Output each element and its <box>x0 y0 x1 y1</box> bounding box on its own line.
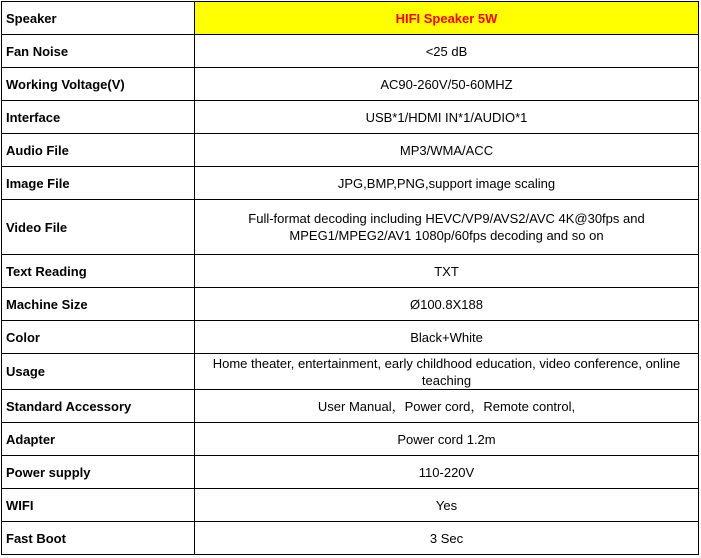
table-row <box>2 423 699 456</box>
row-value-working-voltage: AC90-260V/50-60MHZ <box>195 68 699 101</box>
table-row <box>2 255 699 288</box>
row-value-color: Black+White <box>195 321 699 354</box>
table-row <box>2 167 699 200</box>
row-label-fan-noise: Fan Noise <box>2 35 195 68</box>
row-label-working-voltage: Working Voltage(V) <box>2 68 195 101</box>
table-row <box>2 354 699 390</box>
table-row <box>2 489 699 522</box>
table-row <box>2 101 699 134</box>
row-value-fast-boot: 3 Sec <box>195 522 699 555</box>
row-label-video-file: Video File <box>2 200 195 255</box>
row-label-image-file: Image File <box>2 167 195 200</box>
row-label-interface: Interface <box>2 101 195 134</box>
row-label-power-supply: Power supply <box>2 456 195 489</box>
table-row <box>2 68 699 101</box>
row-value-text-reading: TXT <box>195 255 699 288</box>
row-value-video-file: Full-format decoding including HEVC/VP9/AVS2/AVC 4K@30fps and MPEG1/MPEG2/AV1 1080p/60fps decoding and so on <box>195 200 699 255</box>
row-value-audio-file: MP3/WMA/ACC <box>195 134 699 167</box>
table-row <box>2 134 699 167</box>
row-label-color: Color <box>2 321 195 354</box>
table-row <box>2 35 699 68</box>
row-value-speaker: HIFI Speaker 5W <box>195 2 699 35</box>
row-label-text-reading: Text Reading <box>2 255 195 288</box>
table-row <box>2 390 699 423</box>
table-row <box>2 2 699 35</box>
row-label-speaker: Speaker <box>2 2 195 35</box>
row-value-machine-size: Ø100.8X188 <box>195 288 699 321</box>
row-value-standard-accessory: User Manual，Power cord，Remote control, <box>195 390 699 423</box>
table-row <box>2 522 699 555</box>
row-value-wifi: Yes <box>195 489 699 522</box>
row-label-wifi: WIFI <box>2 489 195 522</box>
row-value-adapter: Power cord 1.2m <box>195 423 699 456</box>
table-row <box>2 200 699 255</box>
row-value-image-file: JPG,BMP,PNG,support image scaling <box>195 167 699 200</box>
table-row <box>2 456 699 489</box>
row-label-usage: Usage <box>2 354 195 390</box>
row-label-adapter: Adapter <box>2 423 195 456</box>
row-label-machine-size: Machine Size <box>2 288 195 321</box>
row-value-fan-noise: <25 dB <box>195 35 699 68</box>
row-value-usage: Home theater, entertainment, early childhood education, video conference, online teaching <box>195 354 699 390</box>
table-row <box>2 321 699 354</box>
row-label-fast-boot: Fast Boot <box>2 522 195 555</box>
row-label-audio-file: Audio File <box>2 134 195 167</box>
row-value-power-supply: 110-220V <box>195 456 699 489</box>
spec-table <box>1 1 699 555</box>
row-value-interface: USB*1/HDMI IN*1/AUDIO*1 <box>195 101 699 134</box>
table-row <box>2 288 699 321</box>
row-label-standard-accessory: Standard Accessory <box>2 390 195 423</box>
